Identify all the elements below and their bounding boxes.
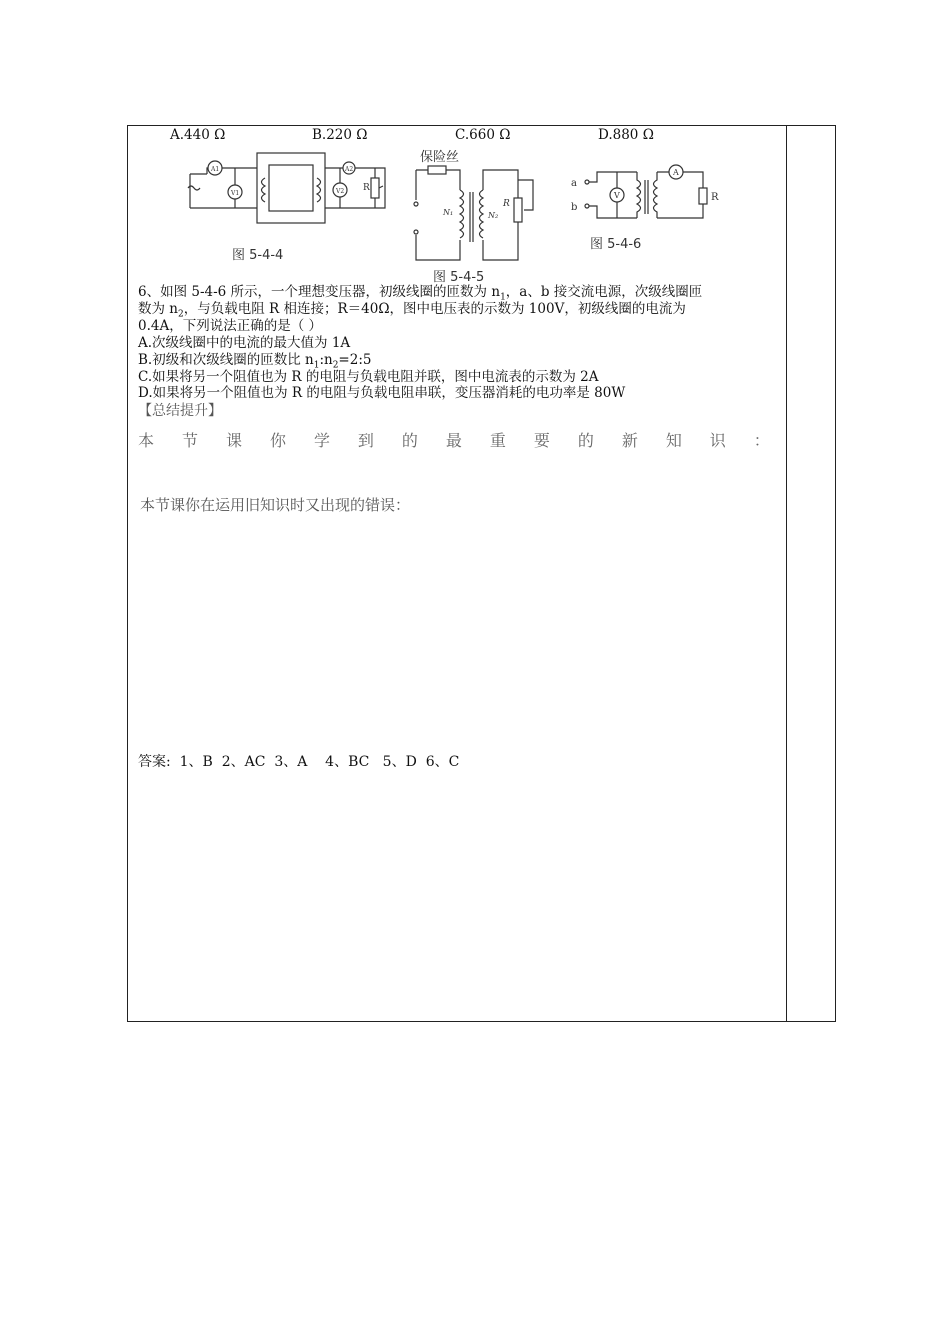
figure-5-4-5-caption: 图 5-4-5 bbox=[433, 270, 485, 285]
column-divider bbox=[786, 125, 787, 1022]
answer-key: 答案: 1、B 2、AC 3、A 4、BC 5、D 6、C bbox=[138, 754, 460, 770]
meter-a1-label: A1 bbox=[211, 166, 220, 173]
option-a: A.440 Ω bbox=[170, 127, 226, 143]
meter-v2-label: V2 bbox=[336, 188, 345, 195]
n2-label: N₂ bbox=[488, 211, 499, 220]
terminal-b-label: b bbox=[571, 202, 578, 213]
choice-b: B.初级和次级线圈的匝数比 $n_1:n_2=2:5$ bbox=[138, 352, 372, 371]
resistor-r-label: R bbox=[711, 192, 719, 203]
ammeter-label: A bbox=[673, 168, 679, 177]
n1-label: N₁ bbox=[443, 208, 454, 217]
r-label: R bbox=[503, 199, 510, 209]
fuse-label: 保险丝 bbox=[420, 150, 460, 165]
figure-5-4-5 bbox=[408, 160, 548, 265]
question6-line2: 数为 $n_2$，与负载电阻 R 相连接；R＝40Ω，图中电压表的示数为 100V，初级线圈的电流为 bbox=[138, 301, 686, 320]
new-knowledge-prompt: 本 节 课 你 学 到 的 最 重 要 的 新 知 识 ： bbox=[138, 431, 770, 450]
option-c: C.660 Ω bbox=[455, 127, 511, 143]
choice-c: C.如果将另一个阻值也为 R 的电阻与负载电阻并联，图中电流表的示数为 2A bbox=[138, 369, 599, 385]
question6-line1: 6、如图 5-4-6 所示，一个理想变压器，初级线圈的匝数为 $n_1$，a、b 接交流电源，次级线圈匝 bbox=[138, 284, 703, 303]
mistakes-prompt: 本节课你在运用旧知识时又出现的错误： bbox=[140, 496, 411, 514]
voltmeter-label: V bbox=[614, 191, 620, 200]
meter-a2-label: A2 bbox=[345, 166, 354, 173]
question6-line3: 0.4A，下列说法正确的是（ ） bbox=[138, 318, 323, 334]
choice-d: D.如果将另一个阻值也为 R 的电阻与负载电阻串联，变压器消耗的电功率是 80W bbox=[138, 385, 626, 401]
resistor-label: R bbox=[363, 183, 370, 193]
figure-5-4-4-caption: 图 5-4-4 bbox=[232, 248, 284, 263]
summary-heading: 【总结提升】 bbox=[138, 403, 222, 419]
option-b: B.220 Ω bbox=[312, 127, 368, 143]
figure-5-4-6-caption: 图 5-4-6 bbox=[590, 237, 642, 252]
figure-5-4-4 bbox=[185, 148, 410, 228]
meter-v1-label: V1 bbox=[231, 190, 240, 197]
figure-5-4-6 bbox=[565, 160, 735, 230]
option-d: D.880 Ω bbox=[598, 127, 654, 143]
terminal-a-label: a bbox=[571, 178, 577, 189]
choice-a: A.次级线圈中的电流的最大值为 1A bbox=[138, 335, 351, 351]
